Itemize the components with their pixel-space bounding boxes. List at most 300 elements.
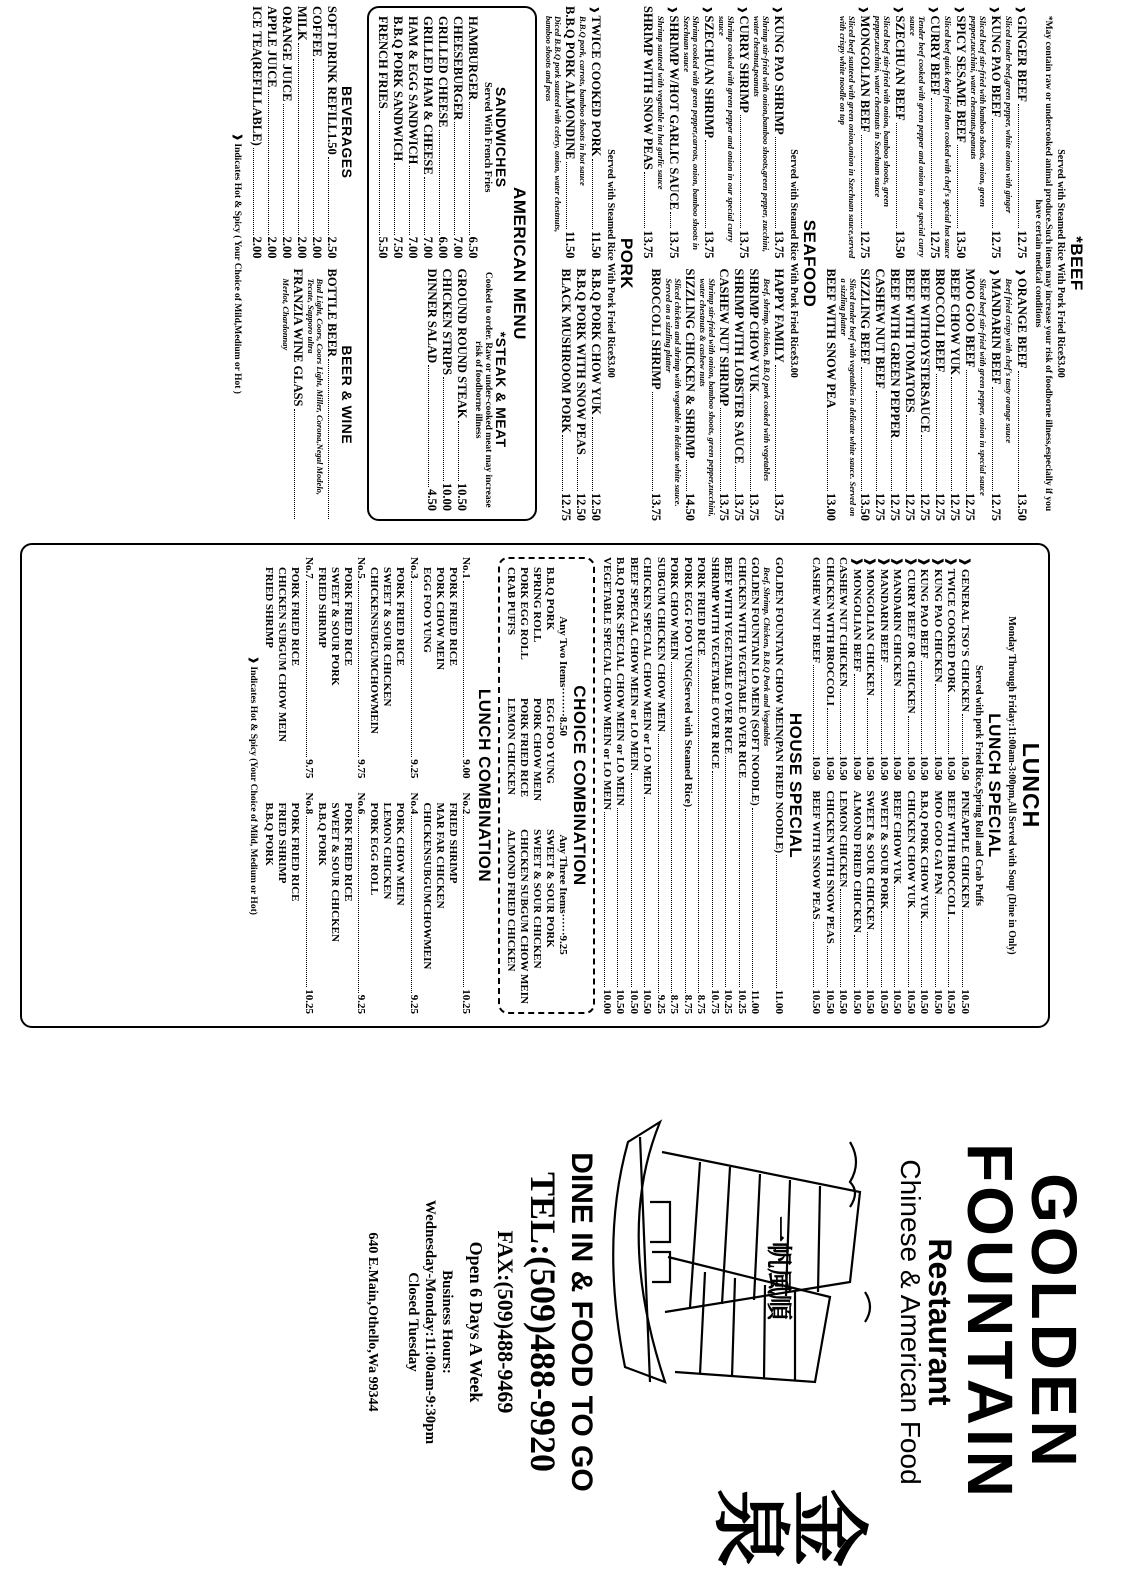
choice-combination-box	[499, 557, 596, 1014]
leader-dots	[562, 435, 572, 491]
american-menu-title: AMERICAN MENU	[510, 187, 530, 340]
leader-dots	[868, 932, 877, 987]
menu-item	[721, 557, 735, 1014]
menu-item	[917, 791, 931, 1015]
cuisine-label: Chinese & American Food	[895, 1159, 926, 1485]
house-special-list	[600, 557, 786, 1014]
seafood-title: SEAFOOD	[800, 219, 820, 308]
menu-item	[890, 791, 904, 1015]
leader-dots	[294, 409, 304, 519]
raw-food-warning: *May contain raw or undercooked animal produce.Such items may increase your risk of foodborne illness,especially if you have certain medical conditions	[1032, 15, 1053, 512]
item-name: ❱ TWICE COOKED PORK	[945, 557, 958, 693]
item-price: 12.75	[858, 230, 873, 259]
choice-item: CRAB PUFFS	[505, 567, 518, 636]
menu-item	[324, 269, 339, 522]
item-name: SHRIMP WITH VEGETABLE OVER RICE	[709, 557, 721, 770]
item-name: SIZZLING BEEF	[858, 268, 873, 365]
item-price: 5.50	[376, 236, 391, 259]
item-price: 12.75	[918, 492, 933, 521]
leader-dots	[922, 921, 931, 987]
item-price: 13.75	[772, 492, 787, 521]
dine-in-line: DINE IN & FOOD TO GO	[565, 1152, 598, 1492]
steak-note: Cooked to order. Raw or under-cooked meat may increase risk of foodborne illness	[472, 271, 494, 508]
leader-dots	[464, 816, 473, 987]
item-price: 10.50	[905, 755, 917, 781]
leader-dots	[454, 122, 464, 234]
leader-dots	[936, 374, 946, 491]
dinner-main-column	[232, 6, 1090, 521]
menu-item	[735, 6, 751, 259]
menu-item	[558, 269, 573, 522]
combo-block	[263, 557, 316, 779]
item-name: ❱ MONGOLIAN BEEF	[851, 557, 863, 672]
combo-number: No.5	[355, 557, 368, 579]
leader-dots	[861, 367, 871, 491]
menu-item	[958, 791, 972, 1015]
item-name: ORANGE BEEF	[1015, 278, 1030, 369]
leader-dots	[908, 910, 917, 987]
seafood-right-list	[640, 269, 786, 522]
hot-spicy-icon: ❱	[1016, 268, 1027, 277]
item-price: 2.00	[250, 236, 265, 259]
item-price: 13.50	[1015, 492, 1030, 521]
lunch-special-items	[809, 557, 971, 1014]
item-name: BEEF CHOW YUK	[948, 268, 963, 375]
leader-dots	[658, 734, 667, 993]
combo-item: SWEET & SOUR CHICKEN	[329, 802, 341, 942]
combo-item: CHICKENSUBGUMCHOWMEIN	[368, 567, 381, 734]
menu-item	[375, 16, 390, 259]
leader-dots	[895, 886, 904, 987]
menu-item	[904, 557, 918, 781]
pork-subtitle: Served with Steamed Rice With Pork Fried Rice$3.00	[605, 149, 617, 378]
item-price: 10.50	[851, 989, 863, 1014]
item-price: 7.50	[391, 236, 406, 259]
item-price: 10.50	[837, 989, 850, 1014]
item-name: ❱ MONGOLIAN CHICKEN	[864, 557, 877, 696]
menu-item	[836, 791, 850, 1015]
leader-dots	[841, 689, 850, 754]
leader-dots	[644, 172, 654, 229]
item-name: BEEF WITH BROCCOLI	[945, 790, 958, 916]
item-price: 13.75	[641, 230, 656, 259]
leader-dots	[306, 581, 315, 758]
leader-dots	[411, 816, 420, 993]
item-price: 13.75	[747, 492, 762, 521]
item-price: 8.75	[682, 994, 694, 1014]
item-price: 10.50	[864, 989, 877, 1014]
item-name: COFFEE	[310, 6, 325, 57]
choice-item: ALMOND FRIED CHICKEN	[505, 829, 518, 972]
item-name: HAPPY FAMILY	[772, 268, 787, 363]
fax: FAX:(509)488-9469	[493, 1230, 518, 1414]
item-name: TWICE COOKED PORK	[589, 15, 604, 157]
dinner-footnote: ❱ Indicates Hot & Spicy ( Your Choice of Mild,Medium or Hot )	[232, 133, 243, 394]
telephone: TEL:(509)488-9920	[523, 1172, 563, 1472]
leader-dots	[283, 104, 293, 235]
item-price: 13.50	[954, 230, 969, 259]
item-name: B.B.Q PORK SANDWICH	[391, 16, 406, 162]
item-name: BEEF WITH VEGETABLE OVER RICE	[722, 557, 735, 755]
item-name: APPLE JUICE	[265, 6, 280, 88]
leader-dots	[931, 98, 941, 229]
menu-item	[877, 557, 891, 781]
leader-dots	[775, 365, 785, 491]
item-price: 10.50	[810, 755, 823, 781]
leader-dots	[1018, 371, 1028, 491]
item-name: SUBGUM CHICKEN CHOW MEIN	[655, 557, 667, 732]
leader-dots	[935, 684, 944, 753]
item-price: 12.75	[1015, 230, 1030, 259]
item-name: FRENCH FRIES	[376, 16, 391, 109]
menu-item	[856, 6, 872, 259]
choice-item: PORK CHOW MEIN	[531, 698, 544, 802]
choice-items-grid	[505, 567, 557, 1004]
item-name: BROCCOLI SHRIMP	[649, 268, 664, 390]
item-description: B.B.Q pork, carrots, bamboo shoots in hot sauce	[578, 16, 589, 186]
combo-item: PORK FRIED RICE	[447, 567, 459, 667]
leader-dots	[750, 394, 760, 491]
choice-three: Any Three Items······9.25	[557, 834, 570, 955]
sandwiches-subtitle: Served With French Fries	[482, 82, 494, 193]
combo-price: 9.75	[355, 759, 368, 779]
item-name: B.B.Q PORK WITH SNOW PEAS	[574, 268, 589, 455]
menu-item	[435, 16, 450, 259]
item-name: HAMBURGER	[466, 16, 481, 101]
menu-item	[931, 791, 945, 1015]
item-price: 13.75	[732, 492, 747, 521]
leader-dots	[469, 102, 479, 235]
item-name: PINEAPPLE CHICKEN	[959, 790, 971, 909]
menu-item	[454, 269, 469, 512]
drinks-section	[249, 6, 359, 521]
item-price: 12.75	[559, 492, 574, 521]
menu-item	[872, 269, 887, 522]
item-price: 12.75	[989, 230, 1004, 259]
leader-dots	[652, 392, 662, 491]
item-price: 6.00	[436, 236, 451, 259]
combo-block	[368, 557, 421, 779]
combo-item: CHICKEN SUBGUM CHOW MEIN	[276, 567, 289, 742]
pork-left-list	[543, 6, 603, 259]
item-name: KUNG PAO SHRIMP	[772, 15, 787, 135]
item-price: 2.00	[280, 236, 295, 259]
hot-spicy-icon: ❱	[703, 6, 714, 14]
hot-spicy-icon: ❱	[1016, 6, 1027, 14]
combo-header	[354, 557, 368, 779]
menu-item	[294, 6, 309, 259]
menu-item	[439, 269, 454, 512]
leader-dots	[253, 148, 263, 235]
menu-item	[665, 6, 681, 259]
item-name: SOFT DRINK REFILL1.50	[325, 6, 340, 155]
item-price: 13.75	[649, 492, 664, 521]
leader-dots	[699, 658, 708, 993]
combo-price: 10.25	[303, 989, 315, 1014]
leader-dots	[443, 377, 453, 481]
leader-dots	[328, 157, 338, 235]
item-name: ❱ CURRY BEEF OR CHICKEN	[905, 557, 917, 714]
item-description: Sliced beef sauteed with green onion,onion in Szechuan sauce,served with crispy white noodle on top	[838, 16, 858, 259]
item-price: 12.50	[589, 492, 604, 521]
pork-items	[543, 6, 603, 521]
combo-price: 10.25	[460, 989, 473, 1014]
menu-item	[731, 269, 746, 522]
item-price: 12.75	[933, 492, 948, 521]
item-name: ORANGE JUICE	[280, 6, 295, 102]
item-price: 10.50	[824, 755, 836, 781]
choice-prices	[557, 567, 570, 1004]
hot-spicy-icon: ❱	[894, 6, 905, 14]
leader-dots	[705, 140, 715, 228]
menu-item	[917, 557, 931, 781]
american-menu-box	[367, 6, 537, 521]
item-name: PORK FRIED RICE	[695, 557, 708, 657]
choice-item: LEMON CHICKEN	[505, 698, 518, 795]
menu-item	[809, 791, 823, 1015]
leader-dots	[814, 665, 823, 754]
item-name: HAM & EGG SANDWICH	[406, 16, 421, 165]
steak-column	[375, 269, 509, 512]
item-name: GOLDEN FOUNTAIN CHOW MEIN(PAN FRIED NOODLE)	[773, 557, 785, 854]
leader-dots	[458, 421, 468, 481]
leader-dots	[313, 59, 323, 235]
item-name: MOO GOO BEEF	[963, 268, 978, 368]
seafood-left-list	[640, 6, 786, 259]
item-price: 13.75	[717, 492, 732, 521]
item-description: Sliced chicken and shrimp with vegetable in delicate white sauce. Served on a sizzling platter	[664, 278, 684, 507]
leader-dots	[720, 408, 730, 491]
combo-item: PORK FRIED RICE	[394, 567, 407, 667]
item-name: MILK	[295, 6, 310, 41]
item-price: 10.50	[455, 482, 470, 511]
menu-item	[926, 6, 942, 259]
menu-item	[424, 269, 439, 512]
leader-dots	[670, 212, 680, 228]
combo-number: No.6	[355, 792, 368, 815]
menu-item	[735, 557, 749, 1014]
restaurant-label: Restaurant	[922, 1238, 958, 1406]
beef-subtitle: Served with Steamed Rice With Pork Fried Rice$3.00	[1055, 149, 1066, 378]
restaurant-name-golden: GOLDEN	[1018, 1173, 1090, 1471]
item-name: PORK EGG FOO YUNG(Served with Steamed Rice)	[682, 557, 694, 808]
combo-item: CHICKENSUBGUMCHOWMEIN	[421, 802, 433, 970]
item-name: SHRIMP WITH SNOW PEAS	[641, 6, 656, 170]
leader-dots	[775, 137, 785, 229]
menu-item	[987, 6, 1003, 259]
item-price: 10.50	[918, 755, 931, 781]
item-description: Merlot, Chardonnay	[281, 278, 292, 351]
menu-item	[891, 6, 907, 259]
choice-item: SWEET & SOUR PORK	[544, 829, 557, 948]
combo-price: 9.00	[460, 759, 473, 779]
menu-item	[917, 269, 932, 522]
house-special-title: HOUSE SPECIAL	[786, 712, 805, 859]
choice-item: SPRING ROLL	[531, 567, 544, 643]
item-name: CHICKEN WITH BROCCOLI	[824, 557, 836, 706]
leader-dots	[827, 410, 837, 491]
lunch-special-title: LUNCH SPECIAL	[985, 713, 1004, 858]
leader-dots	[841, 889, 850, 987]
choice-item: EGG FOO YUNG	[544, 698, 557, 784]
combo-item: MAR FAR CHICKEN	[434, 802, 446, 909]
item-name: CURRY SHRIMP	[737, 15, 752, 113]
combo-item: PORK FRIED RICE	[289, 567, 302, 667]
item-name: BEEF WITH TOMATOES	[903, 268, 918, 413]
menu-item	[944, 791, 958, 1015]
lunch-footnote: ❱ Indicates Hot & Spicy (Your Choice of Mild, Medium or Hot)	[248, 656, 259, 915]
item-name: SZECHUAN BEEF	[893, 15, 908, 121]
leader-dots	[908, 716, 917, 754]
item-price: 10.25	[722, 989, 735, 1014]
item-price: 10.00	[601, 989, 613, 1014]
item-description: Bud Light, Coors, Coors Light, Miller, Corona,Negal Modelo, Tecate, Sapporo ultra	[306, 278, 326, 496]
choice-two-label: Any Two Items	[557, 616, 570, 688]
lunch-panel	[20, 543, 1050, 1028]
menu-item	[648, 269, 663, 522]
leader-dots	[962, 714, 971, 754]
menu-item	[987, 269, 1003, 522]
menu-item	[640, 557, 654, 1014]
item-price: 13.50	[858, 492, 873, 521]
item-name: CASHEW NUT CHICKEN	[837, 557, 850, 687]
menu-item	[770, 6, 786, 259]
choice-item: CHICKEN SUBGUM CHOW MEIN	[518, 829, 531, 1004]
menu-item	[613, 557, 627, 1014]
choice-three-label: Any Three Items	[557, 834, 570, 914]
lunch-special-subtitle: Served with pork Fried Rice,Spring Roll and Crab Puffs	[973, 665, 984, 906]
leader-dots	[881, 911, 890, 987]
seafood-subtitle: Served with Steamed Rice With Pork Fried Rice$3.00	[788, 149, 800, 378]
menu-item	[681, 557, 695, 1014]
leader-dots	[740, 115, 750, 228]
lunch-hours: Monday Through Friday:11:00am-3:00pm,All Served with Soup (Dine in Only)	[1006, 616, 1017, 955]
menu-item	[823, 269, 838, 522]
hot-spicy-icon: ❱	[955, 6, 966, 14]
combo-number: No.2	[460, 792, 473, 815]
menu-item	[640, 6, 655, 259]
leader-dots	[464, 581, 473, 758]
item-price: 10.50	[945, 989, 958, 1014]
item-description: Sliced beef stir-fried with bamboo shoots, onion, green pepper,zucchini, water chestnuts,peanuts	[969, 16, 989, 208]
item-name: CHICKEN WITH SNOW PEAS	[824, 790, 836, 944]
item-price: 2.00	[310, 236, 325, 259]
menu-item	[863, 791, 877, 1015]
combo-item: EGG FOO YUNG	[421, 567, 433, 653]
steak-list	[424, 269, 469, 512]
item-description: Sliced tender beef with vegetables in delicate white sauce. Served on a sizzling platter	[839, 278, 859, 517]
item-name: ❱ KUNG PAO CHICKEN	[932, 557, 944, 683]
menu-item	[405, 16, 420, 259]
item-price: 13.75	[702, 230, 717, 259]
leader-dots	[992, 119, 1002, 228]
leader-dots	[735, 466, 745, 491]
item-price: 13.00	[824, 492, 839, 521]
menu-item	[931, 557, 945, 781]
leader-dots	[577, 457, 587, 491]
beverages-column	[249, 6, 359, 259]
item-price: 10.50	[641, 989, 654, 1014]
restaurant-name-fountain: FOUNTAIN	[954, 1143, 1026, 1501]
cover-art	[600, 1062, 890, 1582]
menu-item	[823, 791, 837, 1015]
leader-dots	[359, 581, 368, 758]
menu-item	[390, 16, 405, 259]
item-name: BEEF WITHOYSTERSAUCE	[918, 268, 933, 433]
menu-item	[716, 269, 731, 522]
choice-item: PORK FRIED RICE	[518, 698, 531, 798]
leader-dots	[951, 377, 961, 491]
item-price: 10.50	[932, 755, 944, 781]
item-price: 10.00	[440, 482, 455, 511]
combo-header	[354, 793, 368, 1015]
combo-header	[302, 557, 316, 779]
combo-item: FRIED SHRIMP	[263, 567, 276, 648]
item-description: Shrimp stir-fried with onion,bamboo shoots,green pepper, zucchini, water chestnut,peanuts	[752, 16, 772, 253]
leader-dots	[592, 417, 602, 491]
sail-char-1: 一帆風順	[763, 1216, 793, 1321]
combo-item: PORK EGG ROLL	[368, 802, 381, 896]
item-name: ❱ MANDARIN CHICKEN	[891, 557, 904, 687]
item-name: GRILLED HAM & CHEESE	[421, 16, 436, 175]
item-price: 13.75	[737, 230, 752, 259]
item-name: KUNG PAO BEEF	[989, 15, 1004, 118]
menu-item	[588, 269, 603, 522]
lunch-special-left	[809, 557, 971, 781]
item-name: LEMON CHICKEN	[837, 790, 850, 888]
closed-day: Closed Tuesday	[405, 1272, 421, 1372]
item-price: 10.25	[736, 989, 748, 1014]
hot-spicy-icon: ❱	[738, 6, 749, 14]
leader-dots	[428, 365, 438, 487]
item-price: 12.75	[948, 492, 963, 521]
leader-dots	[424, 177, 434, 235]
choice-two: Any Two Items········8.50	[557, 616, 570, 736]
combo-item: PORK CHOW MEIN	[394, 802, 407, 906]
menu-item	[823, 557, 837, 781]
combo-number: No.7	[303, 557, 315, 579]
hot-spicy-icon: ❱	[773, 6, 784, 14]
menu-item	[1013, 269, 1029, 522]
hot-spicy-icon: ❱	[990, 268, 1001, 277]
item-description: Tender beef cooked with green pepper and onion in our special curry sauce	[908, 16, 928, 258]
menu-item	[700, 6, 716, 259]
item-price: 10.50	[810, 989, 823, 1014]
lunch-special-right	[809, 791, 971, 1015]
leader-dots	[726, 756, 735, 987]
dinner-panel	[10, 6, 1090, 521]
item-price: 2.00	[265, 236, 280, 259]
leader-dots	[686, 460, 696, 490]
item-price: 7.00	[406, 236, 421, 259]
menu-item	[587, 6, 603, 259]
leader-dots	[1018, 104, 1028, 228]
leader-dots	[439, 130, 449, 235]
combo-price: 9.25	[408, 759, 420, 779]
combo-item: SWEET & SOUR PORK	[329, 567, 341, 686]
menu-item	[562, 6, 577, 259]
combo-header	[407, 793, 421, 1015]
item-price: 6.50	[466, 236, 481, 259]
beer-wine-column	[249, 269, 359, 522]
leader-dots	[881, 665, 890, 754]
beer-wine-title: BEER & WINE	[339, 345, 356, 445]
junk-ship-drawing	[600, 1082, 890, 1412]
combo-number: No.1	[460, 557, 473, 579]
menu-item	[708, 557, 722, 1014]
menu-item	[809, 557, 823, 781]
item-name: SHRIMP W/HOT GARLIC SAUCE	[667, 15, 682, 210]
